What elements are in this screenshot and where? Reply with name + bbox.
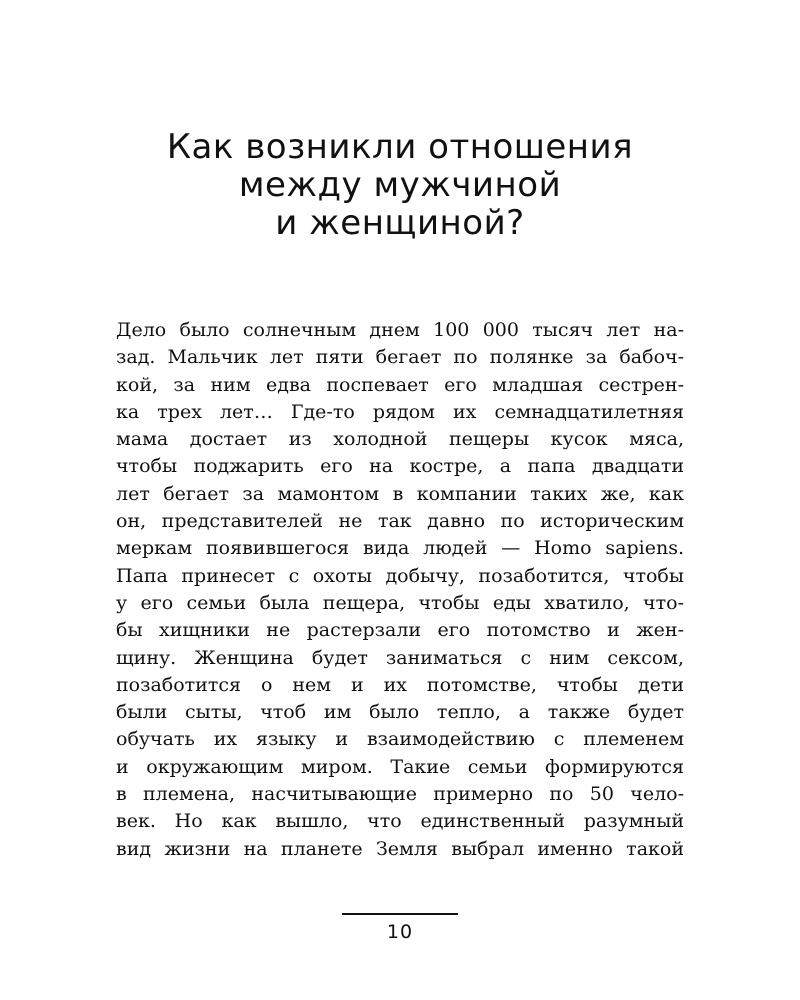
text-line: обучать их языку и взаимодействию с племенем (116, 728, 684, 751)
text-line: лет бегает за мамонтом в компании таких же, как (116, 482, 684, 505)
footer-divider (342, 913, 458, 915)
chapter-title (0, 128, 800, 242)
text-line: щину. Женщина будет заниматься с ним сексом, (116, 646, 684, 669)
text-line: позаботится о нем и их потомстве, чтобы дети (116, 673, 684, 696)
text-line: чтобы поджарить его на костре, а папа двадцати (116, 455, 684, 478)
body-paragraph (116, 317, 684, 863)
text-line: вид жизни на планете Земля выбрал именно такой (116, 837, 684, 860)
text-line: зад. Мальчик лет пяти бегает по полянке за бабоч- (116, 346, 684, 369)
text-line: век. Но как вышло, что единственный разумный (116, 810, 684, 833)
text-line: Дело было солнечным днем 100 000 тысяч лет на- (116, 319, 684, 341)
text-line: мама достает из холодной пещеры кусок мяса, (116, 428, 684, 451)
chapter-title-line: между мужчиной (238, 165, 562, 205)
text-line: меркам появившегося вида людей — Homo sapiens. (116, 537, 684, 560)
chapter-title-line: и женщиной? (275, 203, 525, 243)
text-line: были сыты, чтоб им было тепло, а также будет (116, 701, 684, 724)
page-number: 10 (386, 921, 414, 943)
text-line: у его семьи была пещера, чтобы еды хватило, что- (116, 591, 684, 614)
text-line: он, представителей не так давно по историческим (116, 510, 684, 533)
text-line: в племена, насчитывающие примерно по 50 чело- (116, 783, 684, 806)
text-line: ка трех лет… Где-то рядом их семнадцатилетняя (116, 400, 684, 423)
text-line: кой, за ним едва поспевает его младшая сестрен- (116, 373, 684, 396)
chapter-title-line: Как возникли отношения (166, 127, 634, 167)
text-line: Папа принесет с охоты добычу, позаботится, чтобы (116, 564, 684, 587)
text-line: и окружающим миром. Такие семьи формируются (116, 755, 684, 778)
text-line: бы хищники не растерзали его потомство и жен- (116, 619, 684, 642)
